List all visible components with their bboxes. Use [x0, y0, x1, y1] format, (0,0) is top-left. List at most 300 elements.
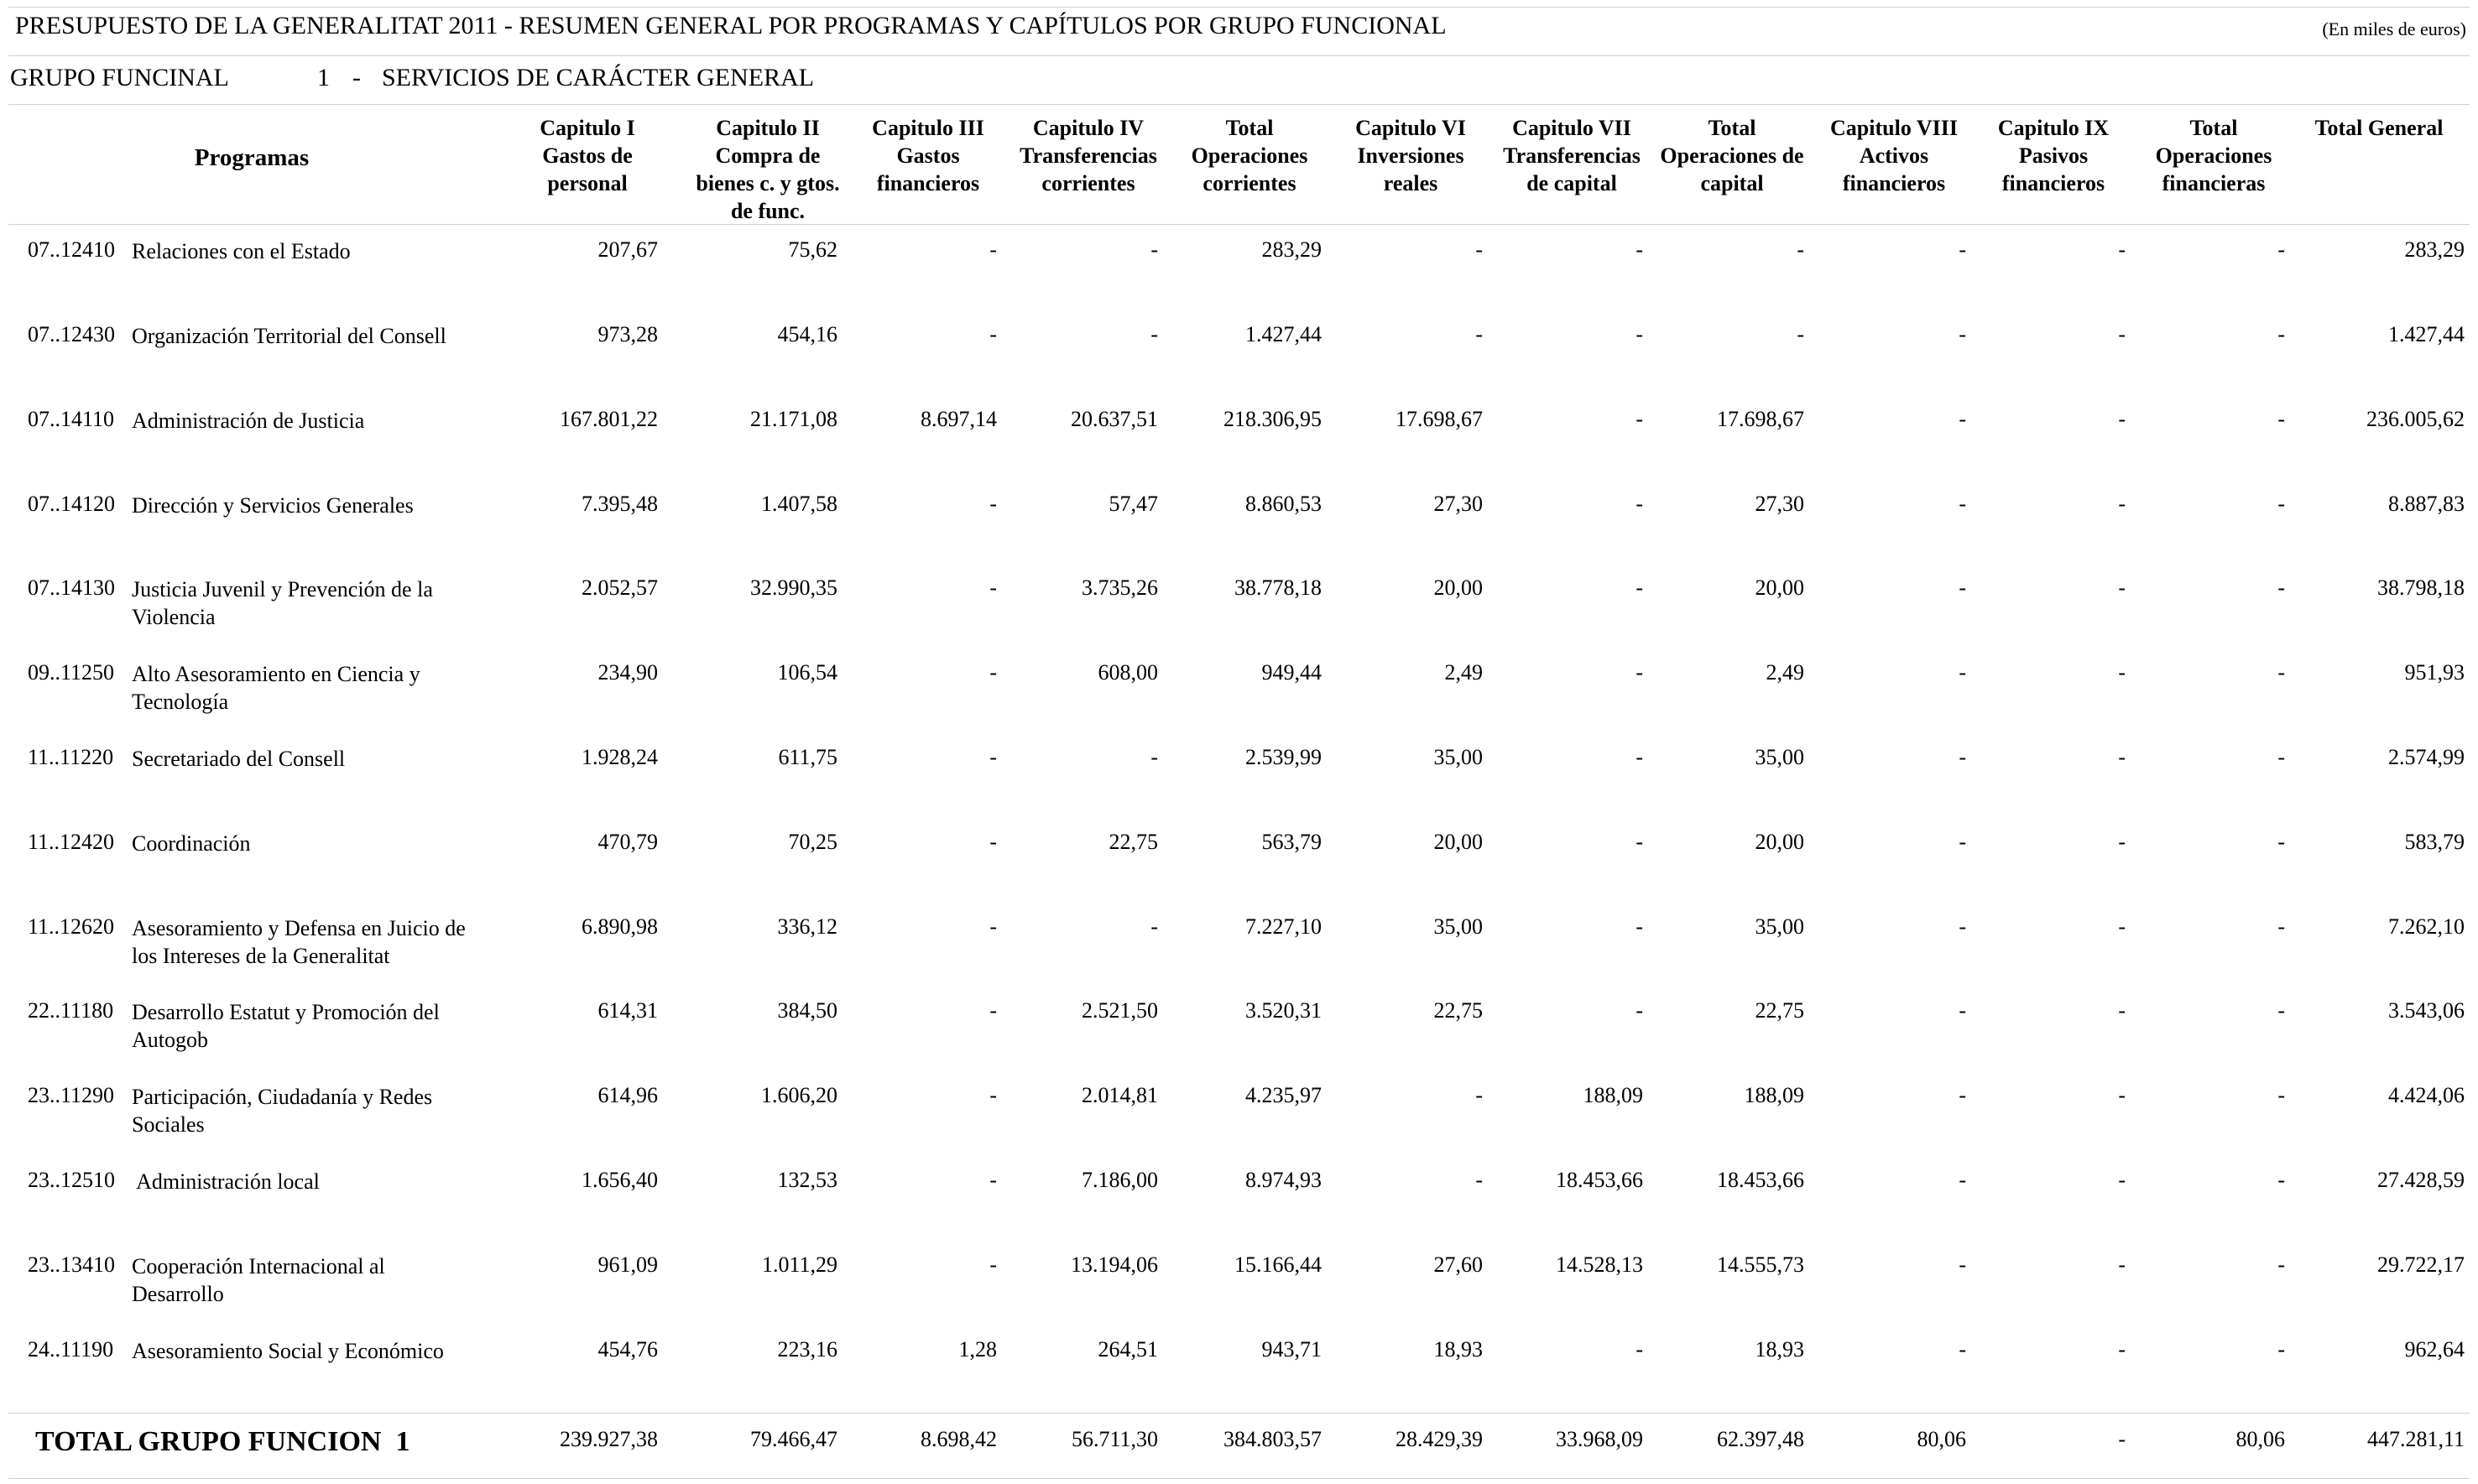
program-code: 07..14120 — [28, 492, 115, 516]
table-cell: 949,44 — [1261, 660, 1322, 685]
table-cell: 2.052,57 — [582, 575, 658, 600]
table-cell: 27,60 — [1433, 1252, 1483, 1277]
table-cell: 1.407,58 — [761, 492, 837, 516]
table-row — [0, 237, 2478, 321]
program-name-line: Desarrollo Estatut y Promoción del — [132, 1000, 440, 1024]
table-cell: - — [2277, 998, 2285, 1023]
table-cell: - — [1635, 830, 1643, 854]
program-name-line: Coordinación — [132, 831, 251, 856]
table-cell: 167.801,22 — [560, 407, 658, 431]
table-cell: 454,76 — [597, 1337, 658, 1362]
program-name — [132, 914, 501, 970]
table-cell: - — [2277, 745, 2285, 769]
table-cell: 8.697,14 — [921, 407, 997, 431]
table-row — [0, 914, 2478, 998]
program-name-line: Justicia Juvenil y Prevención de la — [132, 577, 433, 601]
program-name — [132, 407, 501, 435]
table-cell: - — [989, 1168, 997, 1192]
program-name-line: Asesoramiento y Defensa en Juicio de — [132, 916, 466, 940]
table-cell: - — [989, 1083, 997, 1107]
table-cell: 20,00 — [1755, 575, 1804, 600]
column-header — [1335, 114, 1486, 197]
program-code: 07..12410 — [28, 237, 115, 262]
program-name — [132, 237, 501, 265]
program-code: 07..14130 — [28, 575, 115, 600]
table-cell: 75,62 — [788, 237, 837, 262]
title-rule — [8, 55, 2470, 56]
table-cell: - — [2118, 237, 2126, 262]
table-cell: 7.395,48 — [582, 492, 658, 516]
table-cell: - — [2277, 1083, 2285, 1107]
group-label: GRUPO FUNCINAL — [10, 64, 229, 91]
table-cell: - — [989, 830, 997, 854]
table-cell: 21.171,08 — [750, 407, 837, 431]
table-cell: - — [1959, 914, 1966, 939]
column-header-line: Activos — [1859, 143, 1929, 168]
table-row — [0, 1168, 2478, 1252]
program-code: 11..12620 — [28, 914, 115, 939]
table-cell: 38.778,18 — [1234, 575, 1322, 600]
table-cell: 611,75 — [778, 745, 837, 769]
table-cell: 18.453,66 — [1717, 1168, 1804, 1192]
program-name — [132, 322, 501, 350]
table-cell: - — [2277, 830, 2285, 854]
table-cell: - — [1959, 745, 1966, 769]
column-header-line: capital — [1700, 171, 1764, 195]
column-header-line: Operaciones — [2155, 143, 2272, 168]
column-header-line: financieros — [2001, 171, 2105, 195]
table-cell: - — [1959, 1168, 1966, 1192]
column-header-line: Pasivos — [2018, 143, 2089, 168]
program-name — [132, 575, 501, 631]
table-cell: 70,25 — [788, 830, 837, 854]
table-cell: 14.555,73 — [1717, 1252, 1804, 1277]
program-name-line: Alto Asesoramiento en Ciencia y — [132, 662, 420, 686]
top-rule — [8, 7, 2470, 8]
table-row — [0, 492, 2478, 575]
table-cell: - — [1797, 322, 1804, 346]
table-cell: 22,75 — [1433, 998, 1483, 1023]
program-name-line: Participación, Ciudadanía y Redes — [132, 1085, 433, 1109]
column-header-line: Operaciones de — [1660, 143, 1804, 168]
column-header-line: Capitulo III — [872, 116, 984, 140]
total-cell: 384.803,57 — [1223, 1427, 1322, 1451]
table-cell: 2.521,50 — [1082, 998, 1158, 1023]
table-cell: - — [989, 998, 997, 1023]
table-cell: - — [1150, 914, 1158, 939]
table-cell: 18.453,66 — [1556, 1168, 1643, 1192]
table-cell: 132,53 — [777, 1168, 837, 1192]
total-cell: 62.397,48 — [1717, 1427, 1804, 1451]
table-cell: 470,79 — [597, 830, 658, 854]
total-cell: 80,06 — [2235, 1427, 2285, 1451]
column-header-line: Transferencias — [1020, 143, 1157, 168]
table-cell: - — [1959, 1252, 1966, 1277]
table-cell: - — [2118, 1083, 2126, 1107]
column-header-line: de capital — [1526, 171, 1617, 195]
programs-header: Programas — [194, 144, 310, 171]
table-cell: - — [2118, 745, 2126, 769]
table-cell: - — [1959, 322, 1966, 346]
table-cell: 17.698,67 — [1717, 407, 1804, 431]
table-cell: - — [2277, 237, 2285, 262]
column-header-line: Capitulo VII — [1512, 116, 1631, 140]
table-cell: 943,71 — [1261, 1337, 1322, 1362]
table-cell: 1,28 — [958, 1337, 997, 1362]
table-cell: - — [1475, 1083, 1483, 1107]
program-name-line: los Intereses de la Generalitat — [132, 944, 390, 968]
table-cell: 3.543,06 — [2388, 998, 2465, 1023]
table-cell: - — [2118, 1252, 2126, 1277]
table-cell: 20.637,51 — [1071, 407, 1158, 431]
group-name: SERVICIOS DE CARÁCTER GENERAL — [382, 64, 815, 91]
table-cell: - — [1635, 492, 1643, 516]
program-name-line: Tecnología — [132, 690, 229, 714]
table-cell: 106,54 — [777, 660, 837, 685]
table-row — [0, 575, 2478, 659]
program-name-line: Violencia — [132, 605, 216, 629]
column-header-line: bienes c. y gtos. — [696, 171, 840, 195]
table-cell: - — [1635, 575, 1643, 600]
program-name — [132, 1252, 501, 1308]
column-header-line: financieras — [2162, 171, 2266, 195]
total-cell: 8.698,42 — [921, 1427, 997, 1451]
table-row — [0, 407, 2478, 491]
column-header-line: Operaciones — [1191, 143, 1308, 168]
table-cell: 22,75 — [1109, 830, 1158, 854]
table-cell: - — [989, 660, 997, 685]
total-label: TOTAL GRUPO FUNCION 1 — [35, 1426, 410, 1457]
table-cell: - — [989, 575, 997, 600]
table-cell: 1.656,40 — [582, 1168, 658, 1192]
column-header-line: Capitulo I — [540, 116, 635, 140]
table-cell: - — [1150, 237, 1158, 262]
table-row — [0, 1252, 2478, 1336]
table-cell: - — [1635, 998, 1643, 1023]
table-cell: 264,51 — [1098, 1337, 1158, 1362]
program-name-line: Desarrollo — [132, 1282, 224, 1306]
program-name — [132, 1083, 501, 1138]
column-header-line: Transferencias — [1503, 143, 1641, 168]
table-cell: 283,29 — [2404, 237, 2465, 262]
program-name-line: Relaciones con el Estado — [132, 239, 351, 263]
table-cell: - — [2277, 914, 2285, 939]
header-rule — [8, 224, 2470, 225]
program-code: 23..11290 — [28, 1083, 115, 1107]
table-cell: 973,28 — [597, 322, 658, 346]
table-cell: 336,12 — [777, 914, 837, 939]
table-cell: 4.424,06 — [2388, 1083, 2465, 1107]
table-cell: - — [2118, 322, 2126, 346]
column-header — [1814, 114, 1974, 197]
table-cell: 8.974,93 — [1245, 1168, 1322, 1192]
table-cell: 961,09 — [597, 1252, 658, 1277]
table-cell: 2,49 — [1444, 660, 1483, 685]
column-header-line: Capitulo IV — [1032, 116, 1145, 140]
table-row — [0, 322, 2478, 406]
program-code: 22..11180 — [28, 998, 114, 1023]
column-header-line: corrientes — [1041, 171, 1135, 195]
table-cell: - — [2118, 1168, 2126, 1192]
table-cell: 35,00 — [1433, 745, 1483, 769]
table-cell: 583,79 — [2404, 830, 2465, 854]
table-cell: 17.698,67 — [1396, 407, 1483, 431]
table-cell: 20,00 — [1755, 830, 1804, 854]
column-header-line: Total — [1708, 116, 1756, 140]
table-cell: - — [2277, 1168, 2285, 1192]
table-cell: 32.990,35 — [750, 575, 837, 600]
table-cell: 614,31 — [597, 998, 658, 1023]
table-cell: - — [1959, 998, 1966, 1023]
program-name — [132, 1337, 501, 1365]
column-header — [1490, 114, 1654, 197]
group-number: 1 — [317, 64, 330, 91]
table-cell: 8.887,83 — [2388, 492, 2465, 516]
table-cell: - — [2277, 322, 2285, 346]
program-name — [132, 998, 501, 1054]
table-cell: - — [2118, 575, 2126, 600]
program-code: 24..11190 — [28, 1337, 114, 1362]
table-row — [0, 830, 2478, 914]
table-cell: - — [2118, 492, 2126, 516]
table-cell: 1.011,29 — [761, 1252, 837, 1277]
program-name-line: Organización Territorial del Consell — [132, 324, 446, 348]
column-header — [1170, 114, 1329, 197]
column-header — [516, 114, 659, 197]
program-name-line: Secretariado del Consell — [132, 747, 346, 771]
table-cell: - — [1635, 407, 1643, 431]
table-cell: - — [1150, 322, 1158, 346]
column-header-line: Capitulo VIII — [1830, 116, 1958, 140]
program-code: 09..11250 — [28, 660, 115, 685]
program-name-line: Administración de Justicia — [132, 409, 365, 433]
column-header-line: Capitulo IX — [1997, 116, 2110, 140]
column-header — [680, 114, 856, 225]
table-cell: - — [1475, 1168, 1483, 1192]
table-row — [0, 660, 2478, 744]
table-cell: - — [1797, 237, 1804, 262]
column-header-line: Total — [1225, 116, 1274, 140]
table-cell: 2.539,99 — [1245, 745, 1322, 769]
table-cell: - — [2118, 830, 2126, 854]
table-cell: - — [989, 237, 997, 262]
table-cell: - — [989, 492, 997, 516]
column-header — [1652, 114, 1812, 197]
column-header-line: Total — [2189, 116, 2238, 140]
table-cell: - — [1959, 575, 1966, 600]
table-cell: 18,93 — [1755, 1337, 1804, 1362]
table-cell: - — [1959, 492, 1966, 516]
program-name — [132, 492, 501, 519]
table-cell: - — [1635, 322, 1643, 346]
table-cell: 20,00 — [1433, 830, 1483, 854]
table-cell: 6.890,98 — [582, 914, 658, 939]
table-cell: 223,16 — [777, 1337, 837, 1362]
table-cell: - — [1959, 237, 1966, 262]
program-name-line: Cooperación Internacional al — [132, 1254, 385, 1278]
total-cell: 33.968,09 — [1556, 1427, 1643, 1451]
table-cell: 234,90 — [597, 660, 658, 685]
group-dash: - — [352, 64, 361, 91]
program-code: 23..12510 — [28, 1168, 115, 1192]
column-header-line: Inversiones — [1357, 143, 1464, 168]
table-cell: 35,00 — [1433, 914, 1483, 939]
table-cell: 38.798,18 — [2377, 575, 2465, 600]
group-rule — [8, 104, 2470, 105]
table-cell: 3.735,26 — [1082, 575, 1158, 600]
table-cell: - — [2277, 1337, 2285, 1362]
table-cell: 27.428,59 — [2377, 1168, 2465, 1192]
table-cell: 13.194,06 — [1071, 1252, 1158, 1277]
table-cell: 2,49 — [1766, 660, 1804, 685]
table-cell: - — [989, 1252, 997, 1277]
total-cell: 239.927,38 — [560, 1427, 658, 1451]
program-code: 11..11220 — [28, 745, 114, 769]
table-cell: 384,50 — [777, 998, 837, 1023]
table-cell: 1.606,20 — [761, 1083, 837, 1107]
program-name-line: Asesoramiento Social y Económico — [132, 1339, 444, 1363]
table-row — [0, 998, 2478, 1082]
table-cell: - — [2118, 998, 2126, 1023]
table-cell: - — [1959, 1083, 1966, 1107]
program-code: 11..12420 — [28, 830, 115, 854]
column-header — [1978, 114, 2129, 197]
column-header-line: financieros — [1842, 171, 1946, 195]
column-header-line: financieros — [876, 171, 980, 195]
table-cell: 15.166,44 — [1234, 1252, 1322, 1277]
column-header-line: Gastos de — [542, 143, 633, 168]
table-cell: - — [1635, 237, 1643, 262]
table-cell: - — [1959, 407, 1966, 431]
column-header-line: reales — [1383, 171, 1438, 195]
table-cell: - — [1475, 237, 1483, 262]
table-cell: - — [2118, 914, 2126, 939]
program-name — [132, 745, 501, 773]
table-cell: 2.574,99 — [2388, 745, 2465, 769]
table-cell: - — [2118, 407, 2126, 431]
table-cell: - — [1959, 830, 1966, 854]
program-name — [132, 1168, 501, 1195]
table-cell: 35,00 — [1755, 745, 1804, 769]
column-header-line: personal — [547, 171, 628, 195]
program-name-line: Administración local — [132, 1169, 320, 1194]
table-cell: 1.928,24 — [582, 745, 658, 769]
table-cell: - — [1635, 745, 1643, 769]
table-cell: - — [2118, 1337, 2126, 1362]
table-cell: 188,09 — [1744, 1083, 1804, 1107]
table-cell: - — [2277, 492, 2285, 516]
program-code: 23..13410 — [28, 1252, 115, 1277]
column-header — [1009, 114, 1168, 197]
table-cell: 218.306,95 — [1223, 407, 1322, 431]
program-name-line: Dirección y Servicios Generales — [132, 493, 414, 518]
program-code: 07..14110 — [28, 407, 115, 431]
table-cell: - — [1150, 745, 1158, 769]
total-cell: 80,06 — [1917, 1427, 1966, 1451]
units-note: (En miles de euros) — [2322, 18, 2466, 39]
column-header-line: de func. — [730, 199, 806, 223]
table-cell: 20,00 — [1433, 575, 1483, 600]
table-cell: 283,29 — [1261, 237, 1322, 262]
table-cell: 207,67 — [597, 237, 658, 262]
table-cell: 951,93 — [2404, 660, 2465, 685]
program-name — [132, 660, 501, 716]
table-cell: - — [1635, 660, 1643, 685]
column-header — [853, 114, 1004, 197]
total-cell: 79.466,47 — [750, 1427, 837, 1451]
table-cell: 7.186,00 — [1082, 1168, 1158, 1192]
table-row — [0, 1337, 2478, 1421]
table-cell: 962,64 — [2404, 1337, 2465, 1362]
column-header-line: Gastos — [896, 143, 960, 168]
table-cell: 7.227,10 — [1245, 914, 1322, 939]
table-cell: - — [2277, 1252, 2285, 1277]
table-cell: - — [1635, 1337, 1643, 1362]
table-cell: 27,30 — [1755, 492, 1804, 516]
table-cell: 29.722,17 — [2377, 1252, 2465, 1277]
table-cell: - — [1475, 322, 1483, 346]
total-cell: 28.429,39 — [1396, 1427, 1483, 1451]
table-cell: 1.427,44 — [1245, 322, 1322, 346]
program-code: 07..12430 — [28, 322, 115, 346]
table-cell: - — [989, 745, 997, 769]
table-cell: 14.528,13 — [1556, 1252, 1643, 1277]
table-cell: 18,93 — [1433, 1337, 1483, 1362]
column-header-line: corrientes — [1202, 171, 1296, 195]
program-name — [132, 830, 501, 857]
table-row — [0, 1083, 2478, 1167]
table-cell: 7.262,10 — [2388, 914, 2465, 939]
table-cell: 188,09 — [1583, 1083, 1643, 1107]
table-cell: 22,75 — [1755, 998, 1804, 1023]
table-cell: 57,47 — [1109, 492, 1158, 516]
table-cell: - — [2277, 660, 2285, 685]
table-cell: - — [2277, 575, 2285, 600]
table-cell: 614,96 — [597, 1083, 658, 1107]
total-cell: 56.711,30 — [1071, 1427, 1158, 1451]
page-title: PRESUPUESTO DE LA GENERALITAT 2011 - RESUMEN GENERAL POR PROGRAMAS Y CAPÍTULOS POR GRUPO FUNCIONAL — [15, 12, 1447, 39]
total-cell: - — [2118, 1427, 2126, 1451]
table-cell: 2.014,81 — [1082, 1083, 1158, 1107]
table-cell: 27,30 — [1433, 492, 1483, 516]
table-cell: - — [2277, 407, 2285, 431]
table-cell: 563,79 — [1261, 830, 1322, 854]
column-header — [2308, 114, 2450, 142]
table-cell: - — [1959, 1337, 1966, 1362]
table-row — [0, 745, 2478, 829]
total-top-rule — [8, 1413, 2470, 1414]
table-cell: 3.520,31 — [1245, 998, 1322, 1023]
column-header-line: Total General — [2314, 116, 2444, 140]
table-cell: - — [1635, 914, 1643, 939]
table-cell: - — [989, 914, 997, 939]
bottom-rule — [8, 1478, 2470, 1479]
table-cell: - — [2118, 660, 2126, 685]
table-cell: 236.005,62 — [2366, 407, 2465, 431]
table-cell: 4.235,97 — [1245, 1083, 1322, 1107]
column-header — [2138, 114, 2289, 197]
table-cell: 1.427,44 — [2388, 322, 2465, 346]
table-cell: 454,16 — [777, 322, 837, 346]
program-name-line: Autogob — [132, 1028, 208, 1052]
table-cell: - — [989, 322, 997, 346]
table-cell: 608,00 — [1098, 660, 1158, 685]
total-cell: 447.281,11 — [2366, 1427, 2465, 1451]
table-cell: 35,00 — [1755, 914, 1804, 939]
table-cell: - — [1959, 660, 1966, 685]
column-header-line: Capitulo VI — [1355, 116, 1466, 140]
column-header-line: Compra de — [715, 143, 821, 168]
